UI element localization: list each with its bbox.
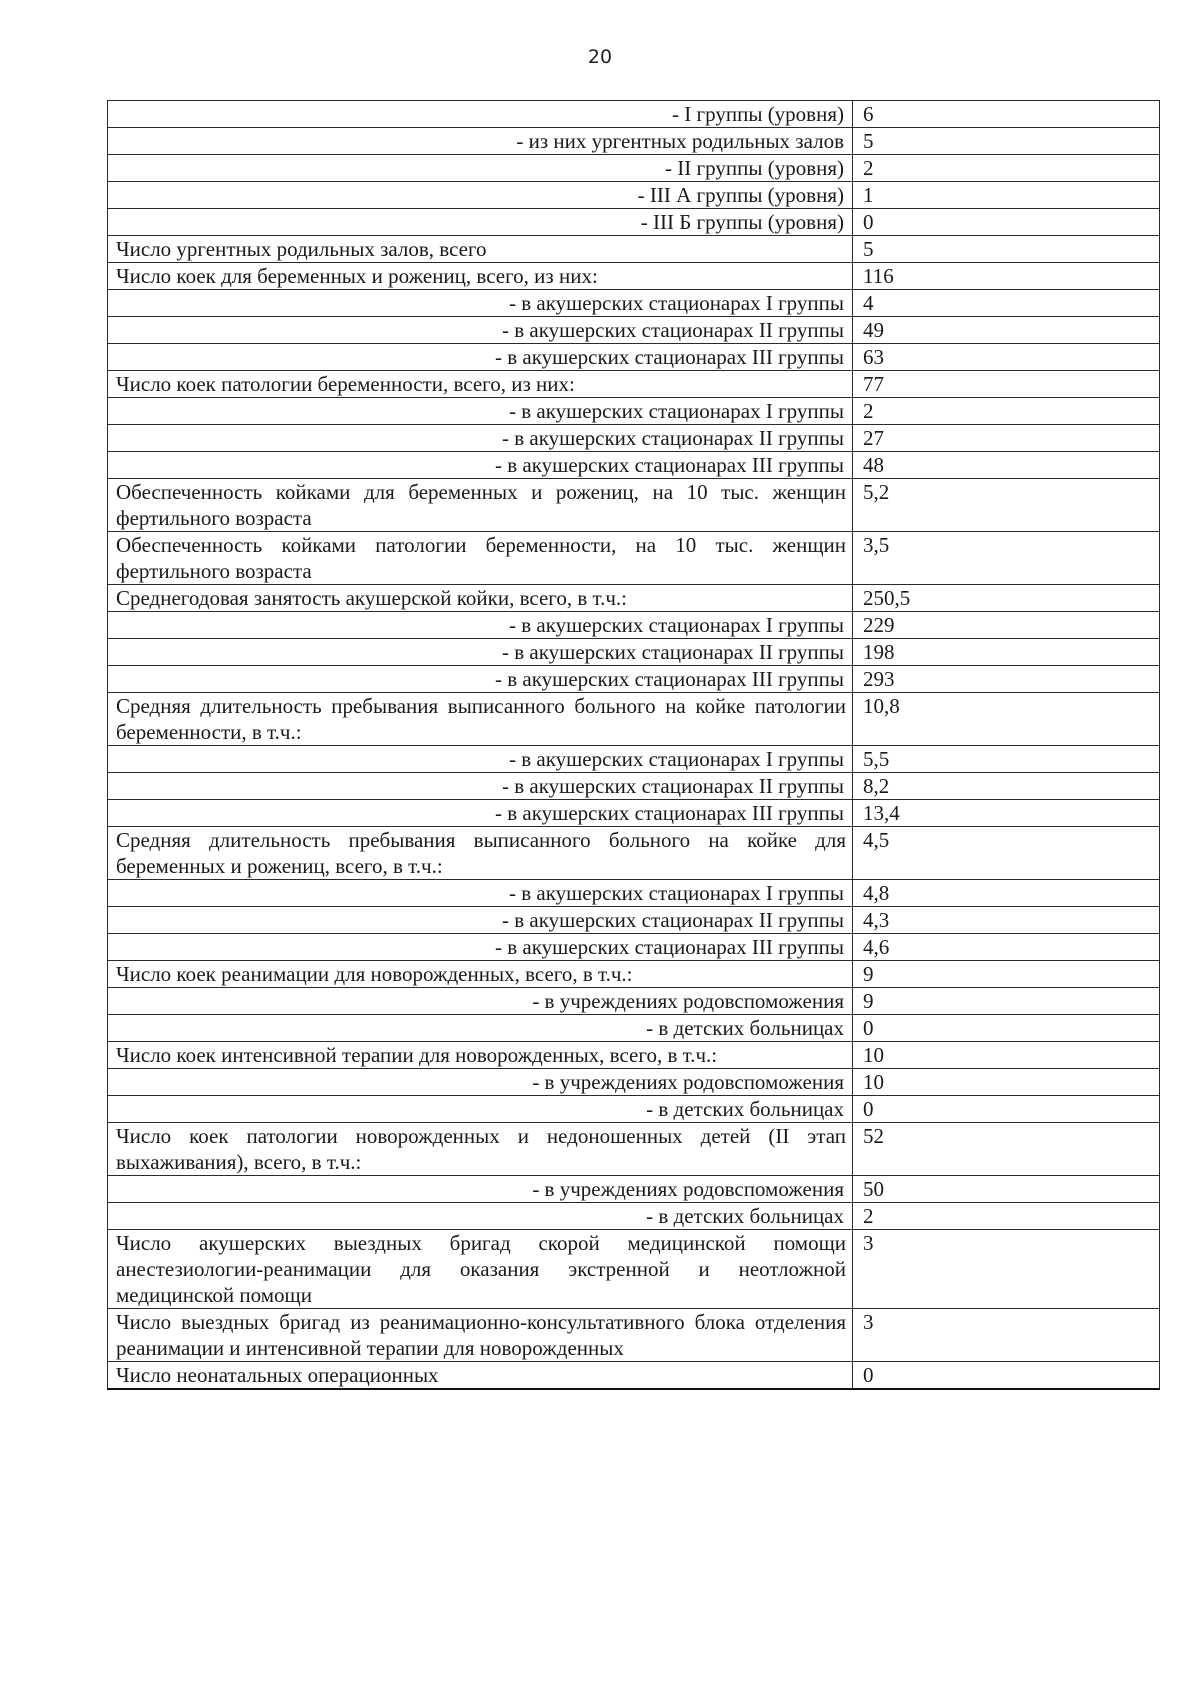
table-row [108, 452, 1160, 479]
table-row [108, 1309, 1160, 1362]
row-label: - I группы (уровня) [108, 101, 853, 128]
row-value: 4,6 [853, 934, 1160, 961]
table-row [108, 155, 1160, 182]
row-value: 48 [853, 452, 1160, 479]
table-row [108, 182, 1160, 209]
statistics-table-body [108, 101, 1160, 1390]
row-label: Обеспеченность койками для беременных и рожениц, на 10 тыс. женщин фертильного возраста [108, 479, 853, 532]
row-label: Число коек интенсивной терапии для новорожденных, всего, в т.ч.: [108, 1042, 853, 1069]
table-row [108, 1123, 1160, 1176]
table-row [108, 1015, 1160, 1042]
table-row [108, 585, 1160, 612]
row-label: Число коек патологии новорожденных и недоношенных детей (II этап выхаживания), всего, в т.ч.: [108, 1123, 853, 1176]
row-label: - в учреждениях родовспоможения [108, 1176, 853, 1203]
row-label: - III Б группы (уровня) [108, 209, 853, 236]
row-value: 0 [853, 1096, 1160, 1123]
row-label: - в акушерских стационарах I группы [108, 880, 853, 907]
row-value: 49 [853, 317, 1160, 344]
row-value: 3 [853, 1309, 1160, 1362]
row-value: 2 [853, 155, 1160, 182]
row-label: - в акушерских стационарах III группы [108, 452, 853, 479]
row-value: 4,8 [853, 880, 1160, 907]
row-value: 116 [853, 263, 1160, 290]
statistics-table [107, 100, 1160, 1390]
row-value: 3 [853, 1230, 1160, 1309]
row-value: 4 [853, 290, 1160, 317]
table-row [108, 1096, 1160, 1123]
row-value: 27 [853, 425, 1160, 452]
row-label: Число коек реанимации для новорожденных, всего, в т.ч.: [108, 961, 853, 988]
row-value: 5,2 [853, 479, 1160, 532]
row-label: - в акушерских стационарах II группы [108, 639, 853, 666]
row-label: - в акушерских стационарах II группы [108, 317, 853, 344]
table-row [108, 827, 1160, 880]
table-row [108, 1042, 1160, 1069]
row-value: 52 [853, 1123, 1160, 1176]
row-label: - III А группы (уровня) [108, 182, 853, 209]
table-row [108, 773, 1160, 800]
row-value: 9 [853, 961, 1160, 988]
row-value: 10 [853, 1042, 1160, 1069]
table-row [108, 961, 1160, 988]
table-row [108, 612, 1160, 639]
row-label: - в акушерских стационарах II группы [108, 425, 853, 452]
table-row [108, 1230, 1160, 1309]
row-label: - в акушерских стационарах III группы [108, 934, 853, 961]
row-value: 9 [853, 988, 1160, 1015]
table-row [108, 263, 1160, 290]
row-value: 0 [853, 1362, 1160, 1390]
row-value: 6 [853, 101, 1160, 128]
row-label: - в детских больницах [108, 1096, 853, 1123]
row-label: - в учреждениях родовспоможения [108, 988, 853, 1015]
row-value: 229 [853, 612, 1160, 639]
row-label: - в учреждениях родовспоможения [108, 1069, 853, 1096]
row-value: 0 [853, 1015, 1160, 1042]
row-label: - в детских больницах [108, 1015, 853, 1042]
row-label: Число ургентных родильных залов, всего [108, 236, 853, 263]
row-label: Средняя длительность пребывания выписанного больного на койке для беременных и рожениц, всего, в т.ч.: [108, 827, 853, 880]
row-label: - в акушерских стационарах I группы [108, 290, 853, 317]
table-row [108, 532, 1160, 585]
row-value: 2 [853, 1203, 1160, 1230]
row-label: - в акушерских стационарах II группы [108, 907, 853, 934]
row-label: - в акушерских стационарах I группы [108, 746, 853, 773]
table-row [108, 1203, 1160, 1230]
row-value: 1 [853, 182, 1160, 209]
table-row [108, 1176, 1160, 1203]
row-value: 77 [853, 371, 1160, 398]
row-label: - в детских больницах [108, 1203, 853, 1230]
page-number: 20 [587, 46, 613, 68]
row-label: Число акушерских выездных бригад скорой медицинской помощи анестезиологии-реанимации для оказания экстренной и неотложной медицинской помощи [108, 1230, 853, 1309]
table-row [108, 666, 1160, 693]
table-row [108, 746, 1160, 773]
table-row [108, 101, 1160, 128]
row-value: 293 [853, 666, 1160, 693]
table-row [108, 800, 1160, 827]
table-row [108, 1069, 1160, 1096]
row-label: Обеспеченность койками патологии беременности, на 10 тыс. женщин фертильного возраста [108, 532, 853, 585]
table-row [108, 371, 1160, 398]
row-value: 8,2 [853, 773, 1160, 800]
table-row [108, 398, 1160, 425]
row-label: Число выездных бригад из реанимационно-консультативного блока отделения реанимации и интенсивной терапии для новорожденных [108, 1309, 853, 1362]
row-label: - из них ургентных родильных залов [108, 128, 853, 155]
row-value: 0 [853, 209, 1160, 236]
row-label: - в акушерских стационарах III группы [108, 800, 853, 827]
table-row [108, 988, 1160, 1015]
table-row [108, 693, 1160, 746]
table-row [108, 479, 1160, 532]
row-label: Число неонатальных операционных [108, 1362, 853, 1390]
table-row [108, 1362, 1160, 1390]
row-value: 63 [853, 344, 1160, 371]
row-value: 13,4 [853, 800, 1160, 827]
row-label: - в акушерских стационарах II группы [108, 773, 853, 800]
table-row [108, 934, 1160, 961]
row-label: - в акушерских стационарах I группы [108, 398, 853, 425]
row-value: 10,8 [853, 693, 1160, 746]
row-value: 2 [853, 398, 1160, 425]
table-row [108, 290, 1160, 317]
row-label: - в акушерских стационарах III группы [108, 666, 853, 693]
row-value: 250,5 [853, 585, 1160, 612]
table-row [108, 344, 1160, 371]
row-value: 5 [853, 128, 1160, 155]
table-row [108, 639, 1160, 666]
table-row [108, 128, 1160, 155]
table-row [108, 907, 1160, 934]
row-value: 3,5 [853, 532, 1160, 585]
row-value: 50 [853, 1176, 1160, 1203]
row-value: 198 [853, 639, 1160, 666]
table-row [108, 209, 1160, 236]
row-label: - II группы (уровня) [108, 155, 853, 182]
row-label: Число коек патологии беременности, всего, из них: [108, 371, 853, 398]
row-label: - в акушерских стационарах I группы [108, 612, 853, 639]
table-row [108, 236, 1160, 263]
row-value: 4,5 [853, 827, 1160, 880]
row-value: 5 [853, 236, 1160, 263]
table-row [108, 425, 1160, 452]
row-value: 5,5 [853, 746, 1160, 773]
row-label: - в акушерских стационарах III группы [108, 344, 853, 371]
row-label: Средняя длительность пребывания выписанного больного на койке патологии беременности, в т.ч.: [108, 693, 853, 746]
row-value: 10 [853, 1069, 1160, 1096]
table-row [108, 880, 1160, 907]
table-row [108, 317, 1160, 344]
row-label: Число коек для беременных и рожениц, всего, из них: [108, 263, 853, 290]
row-label: Среднегодовая занятость акушерской койки, всего, в т.ч.: [108, 585, 853, 612]
row-value: 4,3 [853, 907, 1160, 934]
